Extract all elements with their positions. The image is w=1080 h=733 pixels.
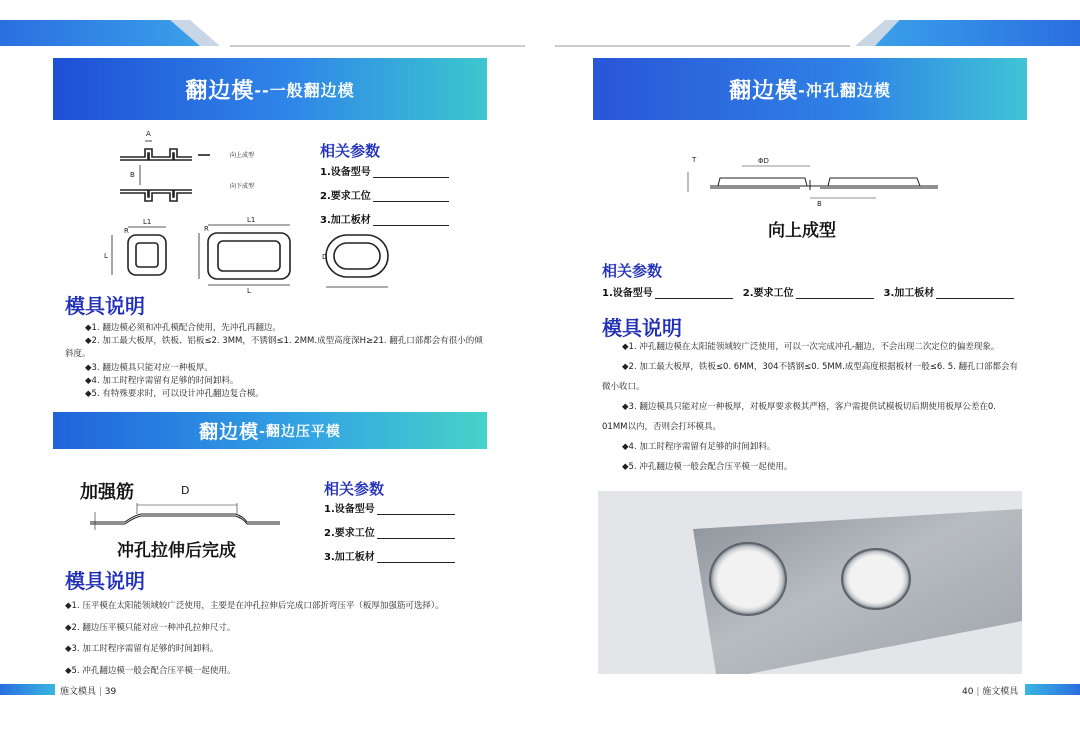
- dim-d-label: D: [322, 253, 328, 261]
- param-station: 2.要求工位: [320, 187, 449, 202]
- params-list-1: [320, 163, 449, 226]
- footer-left: 施文模具 | 39: [60, 687, 117, 697]
- param-blank[interactable]: [377, 528, 455, 539]
- param-blank[interactable]: [373, 191, 449, 202]
- label-reinforcing-rib: 加强筋: [80, 482, 134, 503]
- explain-line: ◆1. 冲孔翻边模在太阳能领域较广泛使用，可以一次完成冲孔-翻边，不会出现二次定位的偏差现象。: [622, 342, 1000, 352]
- label-upward-forming: 向上成型: [768, 221, 836, 241]
- top-divider-left: [230, 45, 525, 47]
- dim-r2-label: R: [204, 225, 209, 233]
- explain-text-right: [602, 338, 1020, 478]
- param-blank[interactable]: [377, 552, 455, 563]
- flatten-diagram: [85, 500, 285, 535]
- param-equipment-model: 1.设备型号: [602, 284, 733, 299]
- explain-title-2: 模具说明: [65, 569, 145, 593]
- explain-title-1: 模具说明: [65, 294, 145, 318]
- top-divider-right: [555, 45, 850, 47]
- explain-line: ◆3. 翻边模具只能对应一种板厚，对板厚要求极其严格，客户需提供试模板切后期使用板厚公差在0. 01MM以内，否则会打坏模具。: [602, 401, 996, 432]
- explain-title-right: 模具说明: [602, 316, 682, 340]
- param-station: 2.要求工位: [324, 524, 455, 539]
- explain-line: ◆2. 加工最大板厚，铁板、铝板≤2. 3MM，不锈钢≤1. 2MM.成型高度深H≥21. 翻孔口部都会有很小的倾斜度。: [65, 336, 483, 360]
- perforated-sheet-illustration: [598, 491, 1022, 674]
- param-material: 3.加工板材: [320, 211, 449, 226]
- explain-line: ◆3. 翻边模具只能对应一种板厚。: [85, 362, 213, 373]
- dim-l1b-label: L1: [247, 216, 256, 224]
- dim-t-label: T: [692, 156, 697, 164]
- oval-die-diagram: [318, 225, 398, 295]
- banner-subtitle: -冲孔翻边模: [798, 80, 891, 100]
- dim-b-label: B: [130, 171, 135, 179]
- param-blank[interactable]: [373, 215, 449, 226]
- param-material: 3.加工板材: [884, 284, 1015, 299]
- dim-l2-label: L: [247, 287, 251, 295]
- dim-b-label: B: [817, 200, 822, 208]
- dim-a-label: A: [146, 130, 151, 138]
- label-d: D: [181, 484, 190, 497]
- param-equipment-model: 1.设备型号: [320, 163, 449, 178]
- param-material: 3.加工板材: [324, 548, 455, 563]
- params-title-right: 相关参数: [602, 262, 663, 280]
- params-title-1: 相关参数: [320, 142, 381, 160]
- label-upward-forming: 向上成型: [230, 152, 255, 159]
- punch-flanging-diagram: [680, 150, 940, 210]
- banner-title: 翻边模: [199, 421, 260, 443]
- explain-line: ◆1. 压平模在太阳能领域较广泛使用，主要是在冲孔拉伸后完成口部折弯压平（板厚加强筋可选择）。: [65, 601, 444, 611]
- explain-line: ◆4. 加工时程序需留有足够的时间卸料。: [622, 441, 776, 452]
- footer-page-number: 40: [962, 687, 974, 697]
- footer-right: 40 | 施文模具: [962, 687, 1019, 697]
- param-blank[interactable]: [655, 288, 733, 299]
- explain-text-2: [65, 596, 485, 683]
- top-accent-bar-left: [0, 20, 200, 46]
- banner-title: 翻边模: [729, 78, 799, 104]
- dim-l-label: L: [104, 252, 108, 260]
- banner-title: 翻边模: [185, 78, 255, 104]
- explain-line: ◆5. 冲孔翻边模一般会配合压平模一起使用。: [65, 666, 236, 677]
- banner-subtitle: --一般翻边模: [254, 80, 355, 100]
- params-row-right: [602, 284, 1014, 299]
- param-equipment-model: 1.设备型号: [324, 500, 455, 515]
- param-blank[interactable]: [796, 288, 874, 299]
- param-station: 2.要求工位: [743, 284, 874, 299]
- dim-l1-label: L1: [143, 218, 152, 226]
- footer-bar-left: [0, 684, 55, 695]
- explain-line: ◆5. 冲孔翻边模一般会配合压平模一起使用。: [622, 461, 793, 472]
- footer-page-number: 39: [104, 687, 117, 697]
- product-photo: [598, 491, 1022, 674]
- explain-text-1: [65, 322, 485, 401]
- param-blank[interactable]: [936, 288, 1014, 299]
- banner-subtitle: -翻边压平模: [259, 423, 341, 440]
- param-blank[interactable]: [377, 504, 455, 515]
- footer-brand: 施文模具: [982, 687, 1019, 697]
- explain-line: ◆4. 加工时程序需留有足够的时间卸料。: [85, 375, 239, 386]
- label-downward-forming: 向下成型: [230, 183, 255, 190]
- explain-line: ◆1. 翻边模必须和冲孔模配合使用，先冲孔再翻边。: [85, 323, 281, 333]
- label-punch-stretch-done: 冲孔拉伸后完成: [117, 541, 236, 561]
- footer-brand: 施文模具: [60, 687, 97, 697]
- dim-r-label: R: [124, 227, 129, 235]
- params-title-2: 相关参数: [324, 480, 385, 498]
- left-banner-flatten: [53, 412, 487, 449]
- footer-bar-right: [1025, 684, 1080, 695]
- param-blank[interactable]: [373, 167, 449, 178]
- top-accent-bar-right: [875, 20, 1080, 46]
- dim-phi-d-label: ΦD: [758, 157, 769, 165]
- explain-line: ◆3. 加工时程序需留有足够的时间卸料。: [65, 644, 219, 655]
- general-flanging-diagram: [100, 125, 300, 295]
- explain-line: ◆2. 翻边压平模只能对应一种冲孔拉伸尺寸。: [65, 622, 236, 633]
- right-banner-punch-flanging: [593, 58, 1027, 120]
- params-list-2: [324, 500, 455, 563]
- explain-line: ◆2. 加工最大板厚，铁板≤0. 6MM，304不锈钢≤0. 5MM.成型高度根据板材一般≤6. 5. 翻孔口部都会有微小收口。: [602, 361, 1019, 392]
- explain-line: ◆5. 有特殊要求时，可以设计冲孔翻边复合模。: [85, 388, 264, 399]
- left-banner-general-flanging: [53, 58, 487, 120]
